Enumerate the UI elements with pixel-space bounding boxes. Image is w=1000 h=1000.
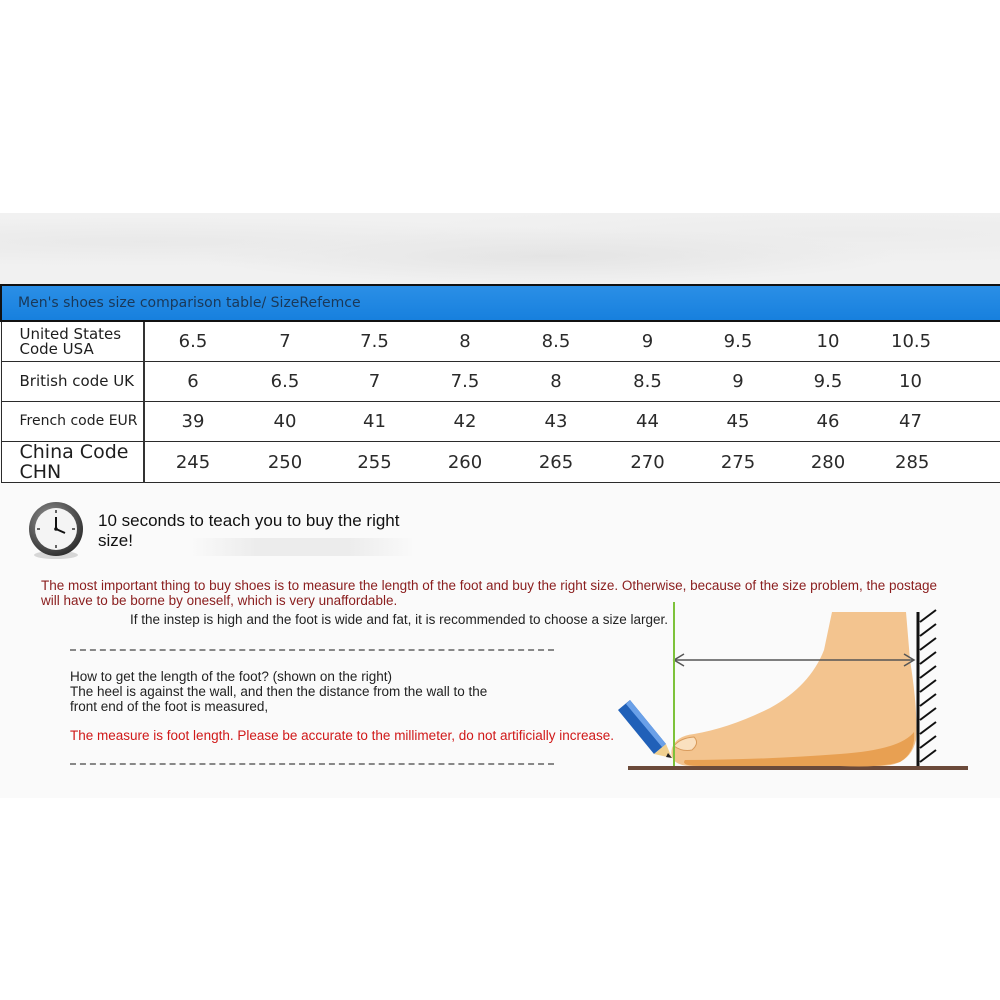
size-cell: 8.5 [510, 321, 602, 362]
size-cell: 6.5 [144, 321, 241, 362]
ground-line [628, 766, 968, 770]
divider [70, 649, 554, 651]
size-cell: 47 [873, 402, 1000, 442]
size-cell: 9.5 [693, 321, 783, 362]
size-cell: 275 [693, 442, 783, 483]
measure-note: The measure is foot length. Please be accurate to the millimeter, do not artificially increase. [70, 728, 615, 743]
instep-note: If the instep is high and the foot is wide and fat, it is recommended to choose a size larger. [130, 612, 669, 627]
pencil-icon [618, 700, 672, 758]
size-cell: 245 [144, 442, 241, 483]
size-cell: 270 [602, 442, 693, 483]
table-row-uk [1, 362, 1000, 402]
row-label-chn: China Code CHN [1, 442, 144, 483]
row-label-eur: French code EUR [1, 402, 144, 442]
important-note: The most important thing to buy shoes is to measure the length of the foot and buy the right size. Otherwise, because of the size problem, the postage will have to be borne by oneself, which is very unaffordable. [41, 578, 938, 608]
size-comparison-table [0, 284, 1000, 483]
size-cell: 9 [693, 362, 783, 402]
howto-body: The heel is against the wall, and then the distance from the wall to the front end of the foot is measured, [70, 684, 488, 714]
size-cell: 285 [873, 442, 1000, 483]
size-cell: 6.5 [241, 362, 329, 402]
row-label-uk: British code UK [1, 362, 144, 402]
row-label-usa: United States Code USA [1, 321, 144, 362]
size-cell: 8 [420, 321, 510, 362]
size-cell: 280 [783, 442, 873, 483]
size-cell: 260 [420, 442, 510, 483]
size-cell: 265 [510, 442, 602, 483]
size-cell: 7 [241, 321, 329, 362]
howto-block [70, 669, 500, 714]
size-cell: 41 [329, 402, 420, 442]
wall-icon [918, 610, 936, 766]
table-header-row [1, 285, 1000, 321]
table-row-chn [1, 442, 1000, 483]
size-cell: 10 [873, 362, 1000, 402]
size-cell: 40 [241, 402, 329, 442]
size-cell: 39 [144, 402, 241, 442]
size-cell: 43 [510, 402, 602, 442]
size-cell: 8 [510, 362, 602, 402]
size-cell: 42 [420, 402, 510, 442]
size-cell: 9 [602, 321, 693, 362]
size-cell: 8.5 [602, 362, 693, 402]
size-cell: 7 [329, 362, 420, 402]
howto-title: How to get the length of the foot? (shown on the right) [70, 669, 392, 684]
size-cell: 6 [144, 362, 241, 402]
table-row-eur [1, 402, 1000, 442]
size-cell: 46 [783, 402, 873, 442]
divider [70, 763, 554, 765]
size-cell: 250 [241, 442, 329, 483]
size-cell: 255 [329, 442, 420, 483]
clock-icon [26, 500, 86, 560]
size-cell: 9.5 [783, 362, 873, 402]
foot-shape [671, 612, 916, 767]
guide-heading: 10 seconds to teach you to buy the right size! [98, 511, 400, 550]
foot-illustration [610, 600, 980, 780]
marble-banner [0, 213, 1000, 285]
size-cell: 44 [602, 402, 693, 442]
table-row-usa [1, 321, 1000, 362]
size-cell: 45 [693, 402, 783, 442]
size-cell: 10.5 [873, 321, 1000, 362]
table-title: Men's shoes size comparison table/ SizeRefemce [1, 285, 1000, 321]
size-cell: 10 [783, 321, 873, 362]
size-cell: 7.5 [420, 362, 510, 402]
size-cell: 7.5 [329, 321, 420, 362]
